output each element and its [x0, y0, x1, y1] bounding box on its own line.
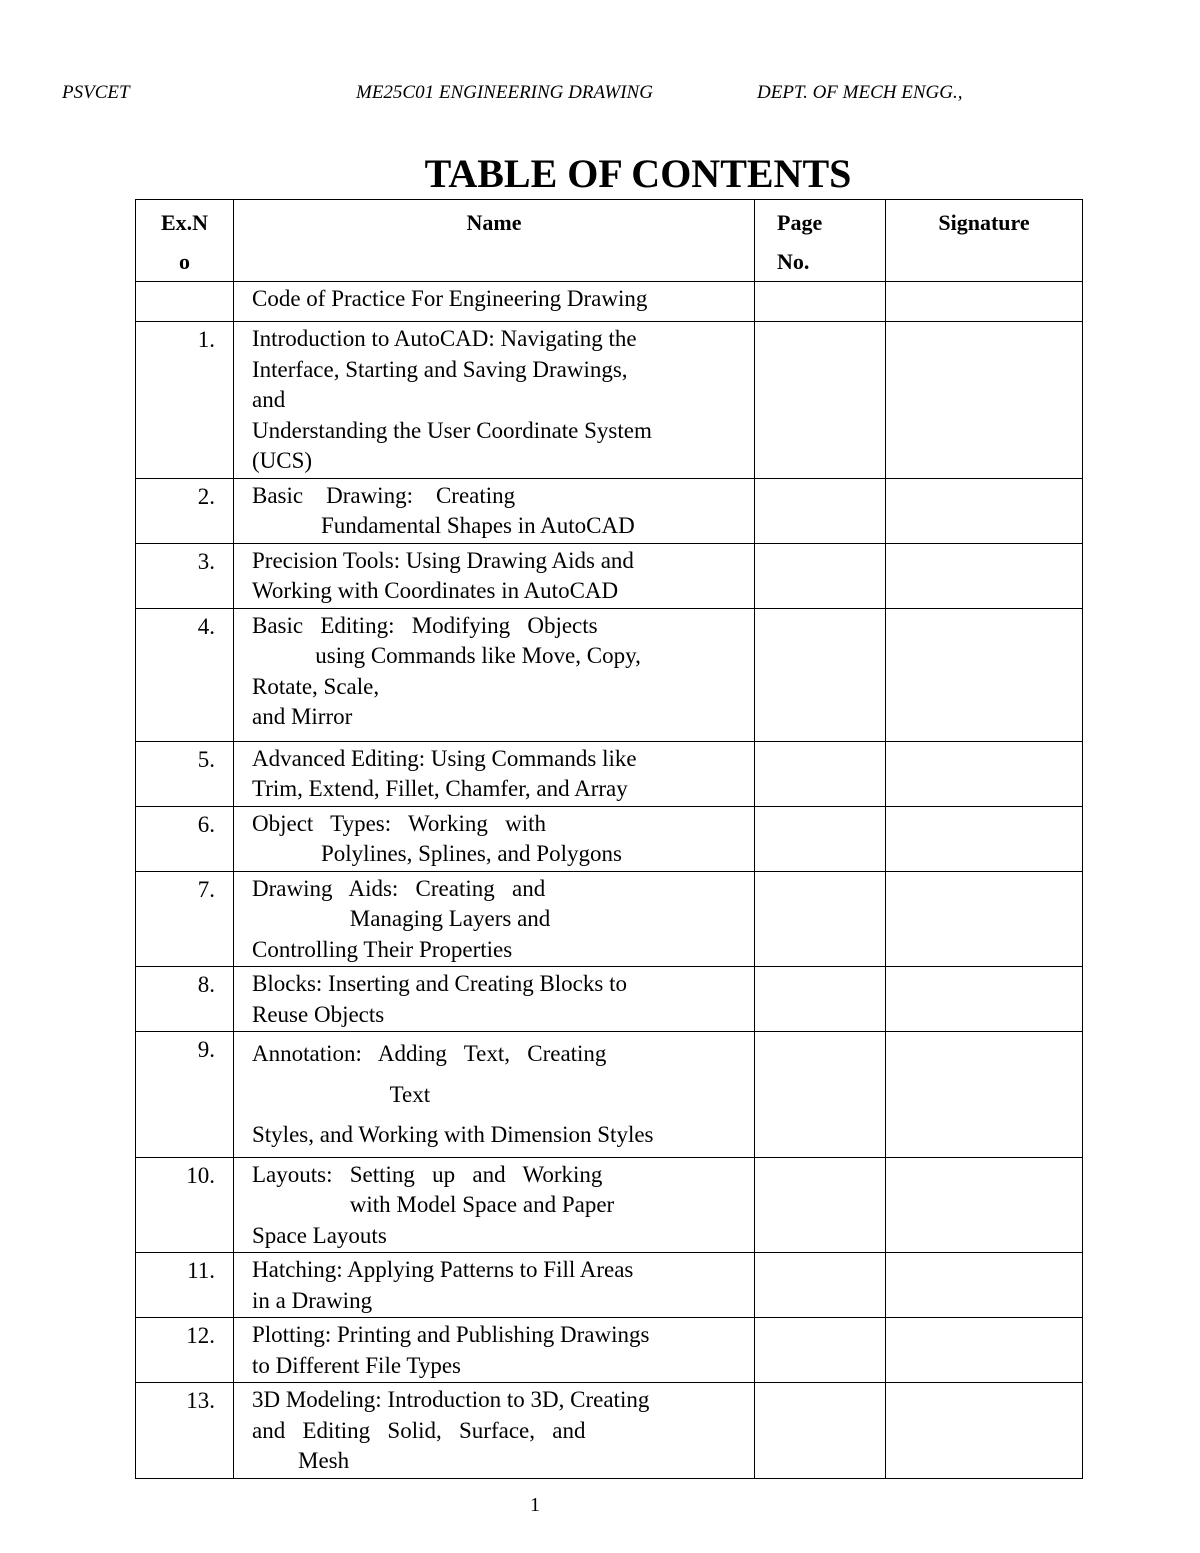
table-row	[136, 322, 1083, 479]
page-number-cell	[755, 1032, 886, 1158]
exercise-number: 2.	[136, 478, 234, 543]
exercise-name-line: Text	[252, 1081, 431, 1107]
table-row	[136, 967, 1083, 1032]
exercise-name-line: Precision Tools: Using Drawing Aids and	[252, 547, 634, 573]
exercise-number	[136, 282, 234, 322]
page-number-cell	[755, 478, 886, 543]
page-number-cell	[755, 967, 886, 1032]
header-course: ME25C01 ENGINEERING DRAWING	[356, 82, 653, 103]
table-header-row	[136, 200, 1083, 282]
table-row	[136, 806, 1083, 871]
exercise-number: 5.	[136, 741, 234, 806]
signature-cell	[886, 741, 1083, 806]
signature-cell	[886, 1383, 1083, 1479]
signature-cell	[886, 543, 1083, 608]
exercise-number: 11.	[136, 1253, 234, 1318]
signature-cell	[886, 1032, 1083, 1158]
page-number-cell	[755, 871, 886, 967]
exercise-name-line: and Mirror	[252, 704, 353, 729]
page-number-cell	[755, 1157, 886, 1253]
exercise-name-line: Hatching: Applying Patterns to Fill Areas	[252, 1257, 634, 1282]
exercise-number: 3.	[136, 543, 234, 608]
exercise-name-line: Trim, Extend, Fillet, Chamfer, and Array	[252, 776, 628, 801]
exercise-name-line: Styles, and Working with Dimension Styles	[252, 1122, 654, 1147]
column-header-page	[755, 200, 886, 282]
exercise-name	[234, 1383, 755, 1479]
exercise-name	[234, 322, 755, 479]
exercise-name-line: to Different File Types	[252, 1352, 461, 1378]
exercise-name-line: using Commands like Move, Copy,	[252, 643, 641, 668]
table-row	[136, 1157, 1083, 1253]
exercise-number: 8.	[136, 967, 234, 1032]
exercise-name-line: (UCS)	[252, 448, 313, 473]
column-header-exno	[136, 200, 234, 282]
header-department: DEPT. OF MECH ENGG.,	[757, 82, 963, 103]
signature-cell	[886, 1318, 1083, 1383]
exercise-name	[234, 967, 755, 1032]
exercise-number: 7.	[136, 871, 234, 967]
exercise-name-line: Blocks: Inserting and Creating Blocks to	[252, 971, 627, 996]
page-number-cell	[755, 1383, 886, 1479]
exercise-name-line: Understanding the User Coordinate System	[252, 417, 652, 443]
table-row	[136, 478, 1083, 543]
exercise-number: 13.	[136, 1383, 234, 1479]
page-number: 1	[530, 1494, 540, 1516]
column-header-name: Name	[234, 200, 755, 282]
exercise-name-line: Introduction to AutoCAD: Navigating the	[252, 326, 637, 351]
page-number-cell	[755, 806, 886, 871]
toc-body	[136, 282, 1083, 1479]
exercise-number: 1.	[136, 322, 234, 479]
column-header-page-line2: No.	[777, 249, 810, 274]
exercise-number: 4.	[136, 608, 234, 741]
table-row	[136, 1383, 1083, 1479]
signature-cell	[886, 478, 1083, 543]
table-row	[136, 1253, 1083, 1318]
exercise-name	[234, 806, 755, 871]
exercise-name	[234, 478, 755, 543]
exercise-name-line: Rotate, Scale,	[252, 673, 380, 699]
exercise-name	[234, 741, 755, 806]
exercise-name	[234, 543, 755, 608]
exercise-name	[234, 1157, 755, 1253]
exercise-name-line: and Editing Solid, Surface, and	[252, 1417, 586, 1443]
column-header-exno-line2: o	[179, 249, 190, 274]
exercise-number: 6.	[136, 806, 234, 871]
exercise-name-line: Polylines, Splines, and Polygons	[252, 841, 622, 866]
signature-cell	[886, 1253, 1083, 1318]
exercise-name-line: Advanced Editing: Using Commands like	[252, 745, 637, 771]
toc-table	[135, 199, 1083, 1479]
exercise-name-line: Reuse Objects	[252, 1001, 385, 1027]
exercise-name-line: Interface, Starting and Saving Drawings,	[252, 356, 628, 382]
exercise-name	[234, 1032, 755, 1158]
exercise-name-line: Basic Drawing: Creating	[252, 482, 516, 508]
exercise-name	[234, 871, 755, 967]
exercise-name-line: Layouts: Setting up and Working	[252, 1161, 603, 1187]
exercise-name-line: Managing Layers and	[252, 906, 551, 931]
exercise-name	[234, 1253, 755, 1318]
table-row	[136, 1032, 1083, 1158]
signature-cell	[886, 806, 1083, 871]
exercise-number: 9.	[136, 1032, 234, 1158]
exercise-number: 10.	[136, 1157, 234, 1253]
exercise-name-line: Working with Coordinates in AutoCAD	[252, 578, 619, 603]
column-header-page-line1: Page	[777, 210, 823, 235]
page-number-cell	[755, 608, 886, 741]
exercise-name-line: Plotting: Printing and Publishing Drawings	[252, 1322, 650, 1347]
page-number-cell	[755, 543, 886, 608]
page-title: TABLE OF CONTENTS	[424, 151, 852, 196]
table-row	[136, 1318, 1083, 1383]
exercise-name-line: Drawing Aids: Creating and	[252, 875, 546, 901]
table-row	[136, 871, 1083, 967]
table-row	[136, 282, 1083, 322]
table-row	[136, 608, 1083, 741]
exercise-name-line: Annotation: Adding Text, Creating	[252, 1041, 607, 1066]
page-number-cell	[755, 1253, 886, 1318]
signature-cell	[886, 282, 1083, 322]
exercise-name-line: 3D Modeling: Introduction to 3D, Creating	[252, 1387, 650, 1412]
signature-cell	[886, 967, 1083, 1032]
exercise-name-line: Basic Editing: Modifying Objects	[252, 612, 598, 638]
exercise-name	[234, 1318, 755, 1383]
page-number-cell	[755, 282, 886, 322]
page-number-cell	[755, 741, 886, 806]
signature-cell	[886, 871, 1083, 967]
page-number-cell	[755, 1318, 886, 1383]
exercise-name-line: and	[252, 387, 286, 412]
header-institution: PSVCET	[62, 82, 130, 103]
column-header-signature: Signature	[886, 200, 1083, 282]
table-row	[136, 741, 1083, 806]
exercise-name-line: with Model Space and Paper	[252, 1192, 615, 1217]
signature-cell	[886, 608, 1083, 741]
page-number-cell	[755, 322, 886, 479]
signature-cell	[886, 1157, 1083, 1253]
signature-cell	[886, 322, 1083, 479]
exercise-name-line: Mesh	[252, 1448, 350, 1473]
exercise-number: 12.	[136, 1318, 234, 1383]
exercise-name-line: in a Drawing	[252, 1287, 373, 1313]
exercise-name-line: Fundamental Shapes in AutoCAD	[252, 513, 635, 538]
column-header-exno-line1: Ex.N	[160, 210, 209, 235]
table-row	[136, 543, 1083, 608]
exercise-name-line: Object Types: Working with	[252, 810, 547, 836]
exercise-name-line: Code of Practice For Engineering Drawing	[252, 286, 648, 311]
exercise-name	[234, 282, 755, 322]
exercise-name-line: Controlling Their Properties	[252, 936, 513, 962]
exercise-name	[234, 608, 755, 741]
exercise-name-line: Space Layouts	[252, 1222, 387, 1248]
